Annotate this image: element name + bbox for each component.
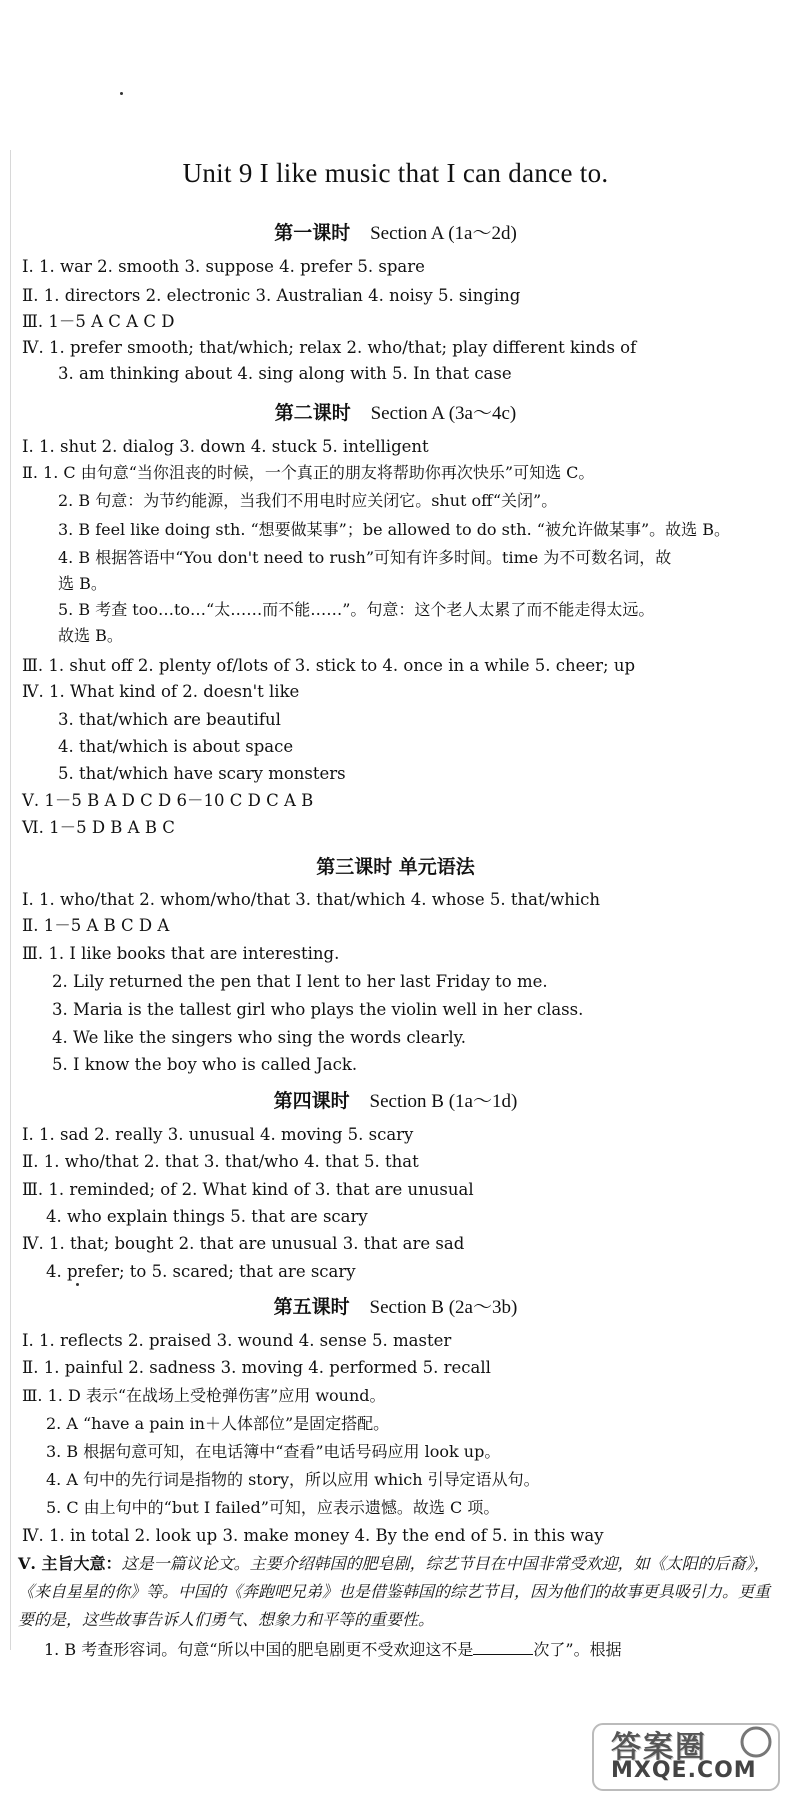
site-watermark [591, 1722, 781, 1792]
lesson3-line: Ⅲ. 1. I like books that are interesting. [22, 944, 340, 963]
lesson5-heading-label: 第五课时 [273, 1296, 350, 1318]
margin-line [10, 150, 11, 1650]
lesson5-line: 2. A “have a pain in＋人体部位”是固定搭配。 [46, 1414, 390, 1433]
lesson2-line: Ⅵ. 1－5 D B A B C [22, 818, 175, 837]
lesson2-line: 5. B 考查 too…to…“太……而不能……”。句意：这个老人太累了而不能走得太远。 [58, 600, 655, 619]
speck [76, 1283, 79, 1286]
lesson1-line: Ⅰ. 1. war 2. smooth 3. suppose 4. prefer 5. spare [22, 257, 425, 276]
lesson1-line: Ⅳ. 1. prefer smooth; that/which; relax 2. who/that; play different kinds of [22, 338, 637, 357]
lesson2-line: 选 B。 [58, 574, 107, 593]
lesson2-line: 2. B 句意：为节约能源，当我们不用电时应关闭它。shut off“关闭”。 [58, 491, 558, 510]
lesson4-line: Ⅰ. 1. sad 2. really 3. unusual 4. moving 5. scary [22, 1125, 414, 1144]
lesson2-line: 3. B feel like doing sth. “想要做某事”；be allowed to do sth. “被允许做某事”。故选 B。 [58, 520, 730, 539]
lesson4-line: Ⅱ. 1. who/that 2. that 3. that/who 4. that 5. that [22, 1152, 419, 1171]
lesson1-heading-label: 第一课时 [274, 222, 351, 244]
lesson2-line: Ⅲ. 1. shut off 2. plenty of/lots of 3. stick to 4. once in a while 5. cheer; up [22, 656, 636, 675]
lesson2-line: 故选 B。 [58, 626, 123, 645]
lesson2-line: Ⅰ. 1. shut 2. dialog 3. down 4. stuck 5. intelligent [22, 437, 429, 456]
summary-label: Ⅴ. 主旨大意： [18, 1554, 122, 1573]
lesson3-line: 3. Maria is the tallest girl who plays the violin well in her class. [52, 1000, 584, 1019]
lesson3-heading: 第三课时 单元语法 [316, 856, 475, 878]
lesson4-line: Ⅲ. 1. reminded; of 2. What kind of 3. that are unusual [22, 1180, 474, 1199]
lesson2-line: 4. B 根据答语中“You don't need to rush”可知有许多时间。time 为不可数名词，故 [58, 548, 672, 567]
lesson4-line: 4. who explain things 5. that are scary [46, 1207, 368, 1226]
lesson5-line: Ⅱ. 1. painful 2. sadness 3. moving 4. performed 5. recall [22, 1358, 491, 1377]
lesson2-line: 4. that/which is about space [58, 737, 294, 756]
lesson3-line: 5. I know the boy who is called Jack. [52, 1055, 358, 1074]
lesson5-line: Ⅰ. 1. reflects 2. praised 3. wound 4. sense 5. master [22, 1331, 452, 1350]
lesson5-question-1 [44, 1640, 622, 1660]
question-1-text-end: 次了”。根据 [533, 1640, 622, 1659]
summary-text: 这是一篇议论文。主要介绍韩国的肥皂剧，综艺节目在中国非常受欢迎，如《太阳的后裔》，《来自星星的你》等。中国的《奔跑吧兄弟》也是借鉴韩国的综艺节目，因为他们的故事更具吸引力。更重要的是，这些故事告诉人们勇气、想象力和平等的重要性。 [18, 1554, 771, 1629]
lesson3-line: 2. Lily returned the pen that I lent to her last Friday to me. [52, 972, 548, 991]
lesson4-section: Section B (1a～1d) [369, 1091, 518, 1112]
lesson5-section: Section B (2a～3b) [369, 1297, 518, 1318]
lesson1-line: Ⅱ. 1. directors 2. electronic 3. Australian 4. noisy 5. singing [22, 286, 521, 305]
lesson2-line: 3. that/which are beautiful [58, 710, 281, 729]
lesson5-line: 5. C 由上句中的“but I failed”可知，应表示遗憾。故选 C 项。 [46, 1498, 500, 1517]
lesson4-line: Ⅳ. 1. that; bought 2. that are unusual 3. that are sad [22, 1234, 465, 1253]
lesson2-heading-label: 第二课时 [274, 402, 351, 424]
unit-title: Unit 9 I like music that I can dance to. [182, 158, 609, 188]
lesson2-line: Ⅱ. 1. C 由句意“当你沮丧的时候，一个真正的朋友将帮助你再次快乐”可知选 C。 [22, 463, 595, 482]
lesson3-line: Ⅱ. 1－5 A B C D A [22, 916, 170, 935]
lesson1-line: Ⅲ. 1－5 A C A C D [22, 312, 175, 331]
question-1-text: 1. B 考查形容词。句意“所以中国的肥皂剧更不受欢迎这不是 [44, 1640, 474, 1659]
lesson1-section: Section A (1a～2d) [370, 223, 517, 244]
lesson5-line: Ⅲ. 1. D 表示“在战场上受枪弹伤害”应用 wound。 [22, 1386, 386, 1405]
lesson4-line: 4. prefer; to 5. scared; that are scary [46, 1262, 356, 1281]
watermark-en: MXQE.COM [611, 1758, 757, 1783]
lesson3-line: Ⅰ. 1. who/that 2. whom/who/that 3. that/which 4. whose 5. that/which [22, 890, 601, 909]
speck [120, 92, 123, 95]
lesson4-heading [0, 1086, 791, 1113]
lesson2-section: Section A (3a～4c) [370, 403, 517, 424]
watermark-cn: 答案圈 [611, 1730, 707, 1765]
main-idea-summary [18, 1550, 780, 1634]
lesson2-heading [0, 398, 791, 425]
lesson5-line: Ⅳ. 1. in total 2. look up 3. make money 4. By the end of 5. in this way [22, 1526, 604, 1545]
lesson4-heading-label: 第四课时 [273, 1090, 350, 1112]
lesson5-line: 4. A 句中的先行词是指物的 story，所以应用 which 引导定语从句。 [46, 1470, 540, 1489]
answer-blank [473, 1640, 533, 1655]
lesson3-line: 4. We like the singers who sing the words clearly. [52, 1028, 466, 1047]
lesson5-line: 3. B 根据句意可知，在电话簿中“查看”电话号码应用 look up。 [46, 1442, 501, 1461]
lesson2-line: Ⅴ. 1－5 B A D C D 6－10 C D C A B [22, 791, 314, 810]
lesson5-heading [0, 1292, 791, 1319]
lesson2-line: 5. that/which have scary monsters [58, 764, 346, 783]
lesson1-heading [0, 218, 791, 245]
lesson2-line: Ⅳ. 1. What kind of 2. doesn't like [22, 682, 300, 701]
lesson1-line: 3. am thinking about 4. sing along with 5. In that case [58, 364, 512, 383]
